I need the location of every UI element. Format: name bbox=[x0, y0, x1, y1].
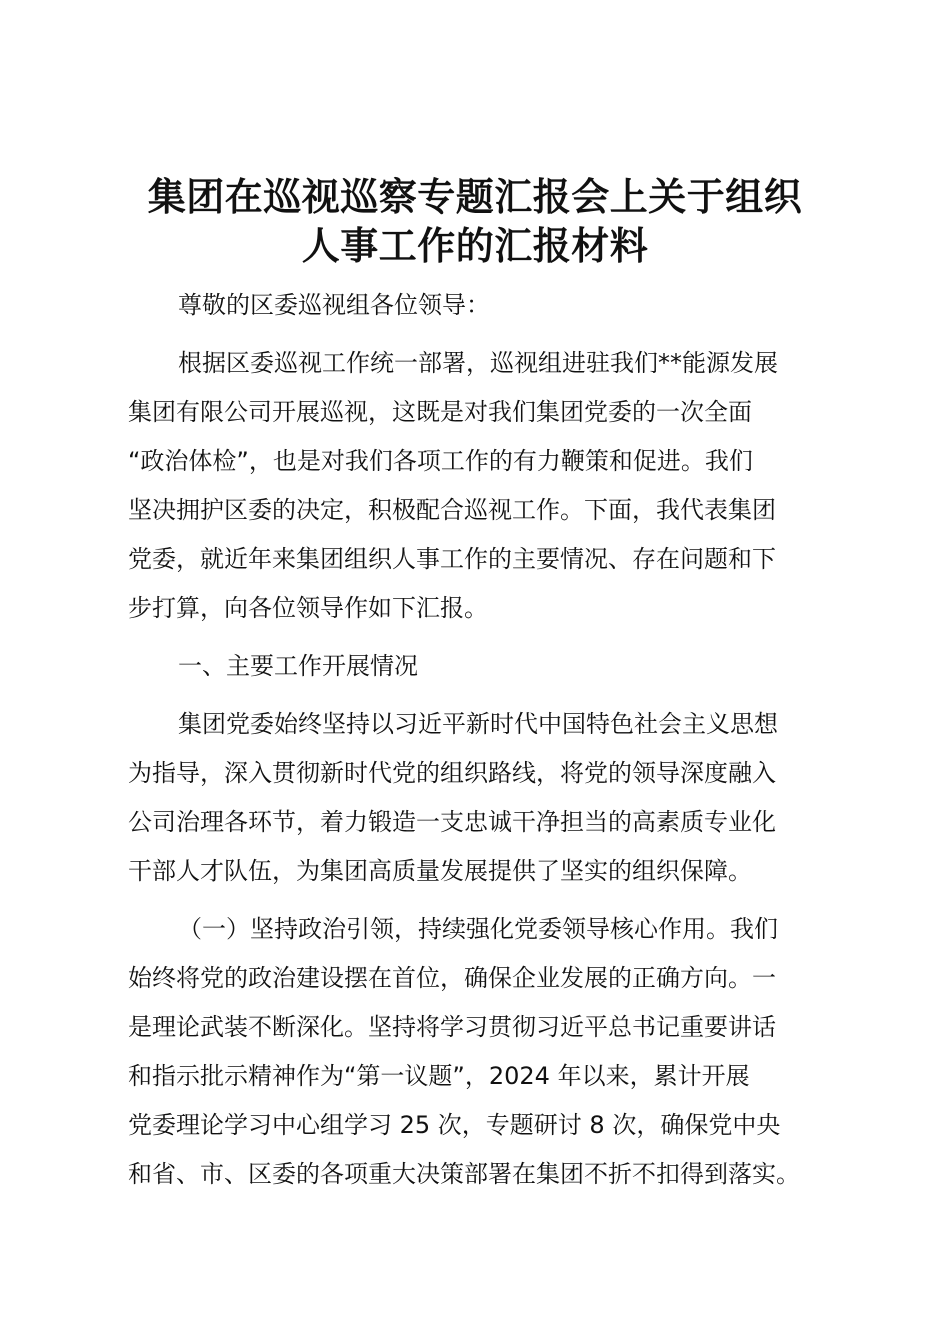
paragraph-line: 是理论武装不断深化。坚持将学习贯彻习近平总书记重要讲话 bbox=[128, 1013, 776, 1041]
paragraph-line: 集团党委始终坚持以习近平新时代中国特色社会主义思想 bbox=[178, 710, 778, 738]
paragraph-line: 步打算，向各位领导作如下汇报。 bbox=[128, 594, 488, 622]
salutation: 尊敬的区委巡视组各位领导： bbox=[178, 291, 490, 319]
paragraph-overview bbox=[128, 700, 840, 896]
paragraph-line: “政治体检”，也是对我们各项工作的有力鞭策和促进。我们 bbox=[128, 447, 753, 475]
title-line-1: 集团在巡视巡察专题汇报会上关于组织 bbox=[147, 174, 803, 219]
paragraph-line: 公司治理各环节，着力锻造一支忠诚干净担当的高素质专业化 bbox=[128, 808, 776, 836]
paragraph-line: 始终将党的政治建设摆在首位，确保企业发展的正确方向。一 bbox=[128, 964, 776, 992]
paragraph-line: 和省、市、区委的各项重大决策部署在集团不折不扣得到落实。 bbox=[128, 1160, 800, 1188]
document-body bbox=[128, 281, 840, 1199]
paragraph-line: （一）坚持政治引领，持续强化党委领导核心作用。我们 bbox=[178, 915, 778, 943]
paragraph-line: 集团有限公司开展巡视，这既是对我们集团党委的一次全面 bbox=[128, 398, 752, 426]
title-line-2: 人事工作的汇报材料 bbox=[301, 223, 649, 268]
paragraph-political-leadership bbox=[128, 905, 840, 1199]
paragraph-line: 和指示批示精神作为“第一议题”，2024 年以来，累计开展 bbox=[128, 1062, 750, 1090]
paragraph-line: 根据区委巡视工作统一部署，巡视组进驻我们**能源发展 bbox=[178, 349, 778, 377]
paragraph-line: 为指导，深入贯彻新时代党的组织路线，将党的领导深度融入 bbox=[128, 759, 776, 787]
paragraph-line: 党委，就近年来集团组织人事工作的主要情况、存在问题和下 bbox=[128, 545, 776, 573]
section-heading: 一、主要工作开展情况 bbox=[178, 652, 418, 680]
paragraph-line: 坚决拥护区委的决定，积极配合巡视工作。下面，我代表集团 bbox=[128, 496, 776, 524]
paragraph-line: 党委理论学习中心组学习 25 次，专题研讨 8 次，确保党中央 bbox=[128, 1111, 781, 1139]
paragraph-line: 干部人才队伍，为集团高质量发展提供了坚实的组织保障。 bbox=[128, 857, 752, 885]
paragraph-intro bbox=[128, 339, 840, 633]
document-title bbox=[110, 172, 840, 270]
